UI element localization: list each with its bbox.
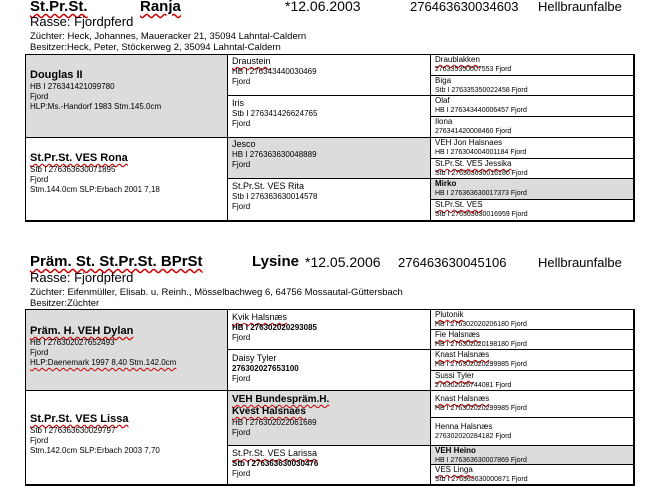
dd-name: St.Pr.St. VES Rita bbox=[232, 181, 305, 191]
gg-hb: HB I 276302020206180 Fjord bbox=[435, 321, 527, 328]
horse1-sire-dam bbox=[228, 96, 431, 138]
horse1-title: St.Pr.St. bbox=[30, 0, 88, 15]
horse1-birth: *12.06.2003 bbox=[285, 0, 361, 14]
horse1-breeder: Züchter: Heck, Johannes, Maueracker 21, 35094 Lahntal-Caldern bbox=[30, 31, 307, 42]
gg-name: Fie Halsnæs bbox=[435, 330, 480, 339]
horse2-birth: *12.05.2006 bbox=[305, 254, 381, 270]
horse1-name: Ranja bbox=[140, 0, 181, 15]
horse2-gg-3 bbox=[431, 350, 634, 371]
ss-breed: Fjord bbox=[232, 77, 251, 86]
horse2-sire-dam bbox=[228, 350, 431, 391]
gg-hb: Stb I 276363630016959 Fjord bbox=[435, 211, 528, 218]
horse1-sire-sire bbox=[228, 55, 431, 96]
dd-breed: Fjord bbox=[232, 469, 251, 478]
sd-hb: 276302027653100 bbox=[232, 364, 299, 373]
horse1-dam bbox=[26, 138, 228, 221]
dam-info: Stm.144.0cm SLP:Erbach 2001 7,18 bbox=[30, 185, 160, 194]
horse2-owner: Besitzer:Züchter bbox=[30, 298, 100, 309]
gg-name: Knast Halsnæs bbox=[435, 350, 490, 359]
horse1-gg-2 bbox=[431, 76, 634, 96]
horse2-title: Präm. St. St.Pr.St. BPrSt bbox=[30, 253, 203, 270]
horse2-gg-1 bbox=[431, 310, 634, 330]
ds-breed: Fjord bbox=[232, 160, 251, 169]
horse2-dam-dam bbox=[228, 446, 431, 485]
gg-hb: Stb I 276363630016180 Fjord bbox=[435, 170, 528, 177]
gg-hb: Stb I 276335350022458 Fjord bbox=[435, 87, 528, 94]
horse2-gg-7 bbox=[431, 446, 634, 465]
horse1-rasse: Rasse: Fjordpferd bbox=[30, 14, 134, 29]
horse2-rasse: Rasse: Fjordpferd bbox=[30, 270, 134, 285]
gg-hb: HB I 276343440006457 Fjord bbox=[435, 107, 527, 114]
dd-breed: Fjord bbox=[232, 202, 251, 211]
gg-hb: HB I 276302020198180 Fjord bbox=[435, 341, 527, 348]
horse1-owner: Besitzer:Heck, Peter, Stöckerweg 2, 35094 Lahntal-Caldern bbox=[30, 42, 281, 53]
gg-hb: HB I 276304004001184 Fjord bbox=[435, 149, 527, 156]
horse2-breeder: Züchter: Eifenmüller, Elisab. u. Reinh., Mösselbachweg 6, 64756 Mossautal-Güttersbach bbox=[30, 287, 403, 298]
horse1-gg-1 bbox=[431, 55, 634, 76]
horse2-gg-5 bbox=[431, 391, 634, 418]
horse1-dam-sire bbox=[228, 138, 431, 179]
dam-breed: Fjord bbox=[30, 436, 49, 445]
dam-hb: Stb I 276363630029797 bbox=[30, 426, 116, 435]
gg-hb: Stb I 276363630000871 Fjord bbox=[435, 476, 528, 483]
gg-name: Henna Halsnæs bbox=[435, 422, 493, 431]
horse1-gg-8 bbox=[431, 200, 634, 221]
horse2-sire bbox=[26, 310, 228, 391]
gg-hb: 276302026744081 Fjord bbox=[435, 382, 512, 389]
sd-breed: Fjord bbox=[232, 374, 251, 383]
horse2-dam bbox=[26, 391, 228, 485]
gg-hb: 276335350007553 Fjord bbox=[435, 66, 512, 73]
horse1-sire bbox=[26, 55, 228, 138]
gg-name: St.Pr.St. VES Jessika bbox=[435, 159, 512, 168]
sire-name: Präm. H. VEH Dylan bbox=[30, 325, 134, 337]
horse1-id: 276463630034603 bbox=[410, 0, 519, 14]
sire-name: Douglas II bbox=[30, 69, 83, 81]
ss-breed: Fjord bbox=[232, 333, 251, 342]
gg-hb: HB I 276302020299985 Fjord bbox=[435, 405, 527, 412]
ds-name: Jesco bbox=[232, 139, 256, 149]
horse2-pedigree-table bbox=[25, 309, 635, 486]
sire-info: HLP:Daenemark 1997 8,40 Stm.142.0cm bbox=[30, 358, 177, 367]
dam-breed: Fjord bbox=[30, 175, 49, 184]
sd-name: Daisy Tyler bbox=[232, 353, 277, 363]
gg-name: VEH Heino bbox=[435, 446, 476, 455]
gg-hb: HB I 276302020299985 Fjord bbox=[435, 361, 527, 368]
horse1-gg-4 bbox=[431, 117, 634, 138]
sire-breed: Fjord bbox=[30, 92, 49, 101]
horse2-gg-8 bbox=[431, 465, 634, 485]
dam-info: Stm.142.0cm SLP:Erbach 2003 7,70 bbox=[30, 446, 160, 455]
dd-hb: Stb I 276363630030476 bbox=[232, 459, 319, 468]
gg-name: Knast Halsnæs bbox=[435, 394, 490, 403]
gg-hb: HB I 276363630017373 Fjord bbox=[435, 190, 527, 197]
horse2-dam-sire bbox=[228, 391, 431, 446]
horse1-gg-5 bbox=[431, 138, 634, 159]
gg-name: Mirko bbox=[435, 179, 457, 188]
gg-name: Ilona bbox=[435, 117, 453, 126]
gg-name: Draublakken bbox=[435, 55, 480, 64]
dam-hb: Stb I 276363630071895 bbox=[30, 165, 116, 174]
gg-name: VEH Jon Halsnaes bbox=[435, 138, 503, 147]
horse2-name: Lysine bbox=[252, 253, 299, 270]
horse2-gg-2 bbox=[431, 330, 634, 350]
dam-name: St.Pr.St. VES Rona bbox=[30, 152, 128, 164]
ss-name: Kvik Halsnæs bbox=[232, 312, 288, 322]
horse1-pedigree-table bbox=[25, 54, 635, 222]
gg-name: Plutonik bbox=[435, 310, 464, 319]
horse1-color: Hellbraunfalbe bbox=[538, 0, 622, 14]
horse1-gg-3 bbox=[431, 96, 634, 117]
gg-name: Olaf bbox=[435, 96, 450, 105]
gg-name: Biga bbox=[435, 76, 452, 85]
dam-name: St.Pr.St. VES Lissa bbox=[30, 413, 129, 425]
ds-breed: Fjord bbox=[232, 428, 251, 437]
ss-hb: HB I 276343440030469 bbox=[232, 67, 317, 76]
ds-name2: Kvest Halsnaes bbox=[232, 406, 306, 417]
gg-hb: 276302020284182 Fjord bbox=[435, 433, 512, 440]
ss-name: Draustein bbox=[232, 56, 271, 66]
sire-hb: HB I 276341421099780 bbox=[30, 82, 115, 91]
horse2-gg-4 bbox=[431, 371, 634, 391]
sd-breed: Fjord bbox=[232, 119, 251, 128]
sire-hb: HB I 276302027652493 bbox=[30, 338, 115, 347]
ds-hb: HB I 276363630048889 bbox=[232, 150, 317, 159]
dd-hb: Stb I 276363630014578 bbox=[232, 192, 318, 201]
horse2-gg-6 bbox=[431, 418, 634, 446]
sd-name: Iris bbox=[232, 98, 244, 108]
sire-info: HLP:Ms.-Handorf 1983 Stm.145.0cm bbox=[30, 102, 162, 111]
sd-hb: Stb I 276341426624765 bbox=[232, 109, 318, 118]
dd-name: St.Pr.St. VES Larissa bbox=[232, 448, 318, 458]
horse2-sire-sire bbox=[228, 310, 431, 350]
horse1-gg-6 bbox=[431, 159, 634, 179]
gg-hb: 276341420008460 Fjord bbox=[435, 128, 512, 135]
ss-hb: HB I 276302020293085 bbox=[232, 323, 317, 332]
horse2-color: Hellbraunfalbe bbox=[538, 255, 622, 270]
gg-name: Sussi Tyler bbox=[435, 371, 474, 380]
horse1-dam-dam bbox=[228, 179, 431, 221]
ds-hb: HB I 276302022061689 bbox=[232, 418, 317, 427]
gg-name: VES Linga bbox=[435, 465, 473, 474]
horse2-id: 276463630045106 bbox=[398, 255, 507, 270]
ds-name: VEH Bundespräm.H. bbox=[232, 394, 330, 405]
sire-breed: Fjord bbox=[30, 348, 49, 357]
gg-hb: HB I 276363630007869 Fjord bbox=[435, 457, 527, 464]
horse1-gg-7 bbox=[431, 179, 634, 200]
gg-name: St.Pr.St. VES bbox=[435, 200, 483, 209]
